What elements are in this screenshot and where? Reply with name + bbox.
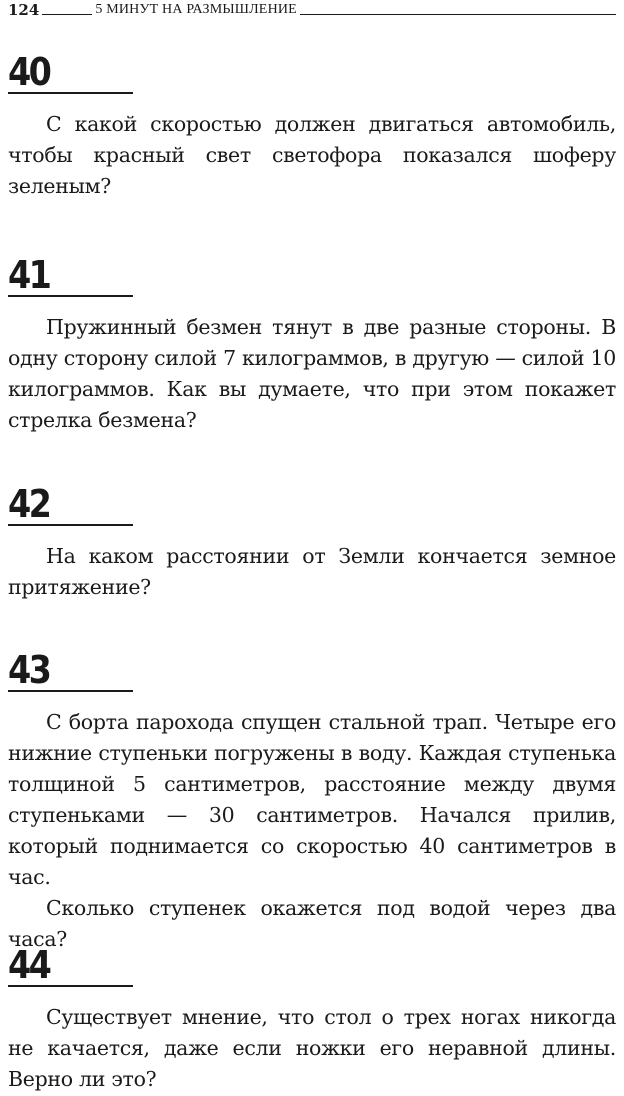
- problem-paragraph: Сколько ступенек окажется под водой через два часа?: [8, 896, 616, 951]
- problem-number: 44: [8, 943, 50, 987]
- running-head: [8, 0, 616, 18]
- problem-text: [8, 312, 616, 436]
- problem-number: 40: [8, 50, 50, 94]
- page-number: 124: [8, 1, 40, 19]
- problem-44: [8, 945, 616, 1095]
- problem-text: [8, 109, 616, 202]
- problem-43: [8, 650, 616, 955]
- book-title: 5 МИНУТ НА РАЗМЫШЛЕНИЕ: [95, 2, 297, 17]
- problem-paragraph: Пружинный безмен тянут в две разные стороны. В одну сторону силой 7 килограммов, в другую — силой 10 килограммов. Как вы думаете, что при этом покажет стрелка безмена?: [8, 315, 616, 432]
- problem-41: [8, 255, 616, 436]
- problem-paragraph: С какой скоростью должен двигаться автомобиль, чтобы красный свет светофора показался шоферу зеленым?: [8, 112, 616, 198]
- header-rule-right: [300, 14, 616, 15]
- problem-paragraph: С борта парохода спущен стальной трап. Четыре его нижние ступеньки погружены в воду. Каждая ступенька толщиной 5 сантиметров, расстояние между двумя ступеньками — 30 сантиметров. Начался прилив, который поднимается со скоростью 40 сантиметров в час.: [8, 710, 616, 889]
- problem-paragraph: На каком расстоянии от Земли кончается земное притяжение?: [8, 544, 616, 599]
- header-rule-left: [42, 14, 92, 15]
- problem-text: [8, 541, 616, 603]
- problem-40: [8, 52, 616, 202]
- problem-42: [8, 484, 616, 603]
- problem-number: 41: [8, 253, 50, 297]
- problem-number: 42: [8, 482, 50, 526]
- problem-text: [8, 1002, 616, 1095]
- problem-text: [8, 707, 616, 955]
- problem-number: 43: [8, 648, 50, 692]
- problem-paragraph: Существует мнение, что стол о трех ногах никогда не качается, даже если ножки его неравной длины. Верно ли это?: [8, 1005, 616, 1091]
